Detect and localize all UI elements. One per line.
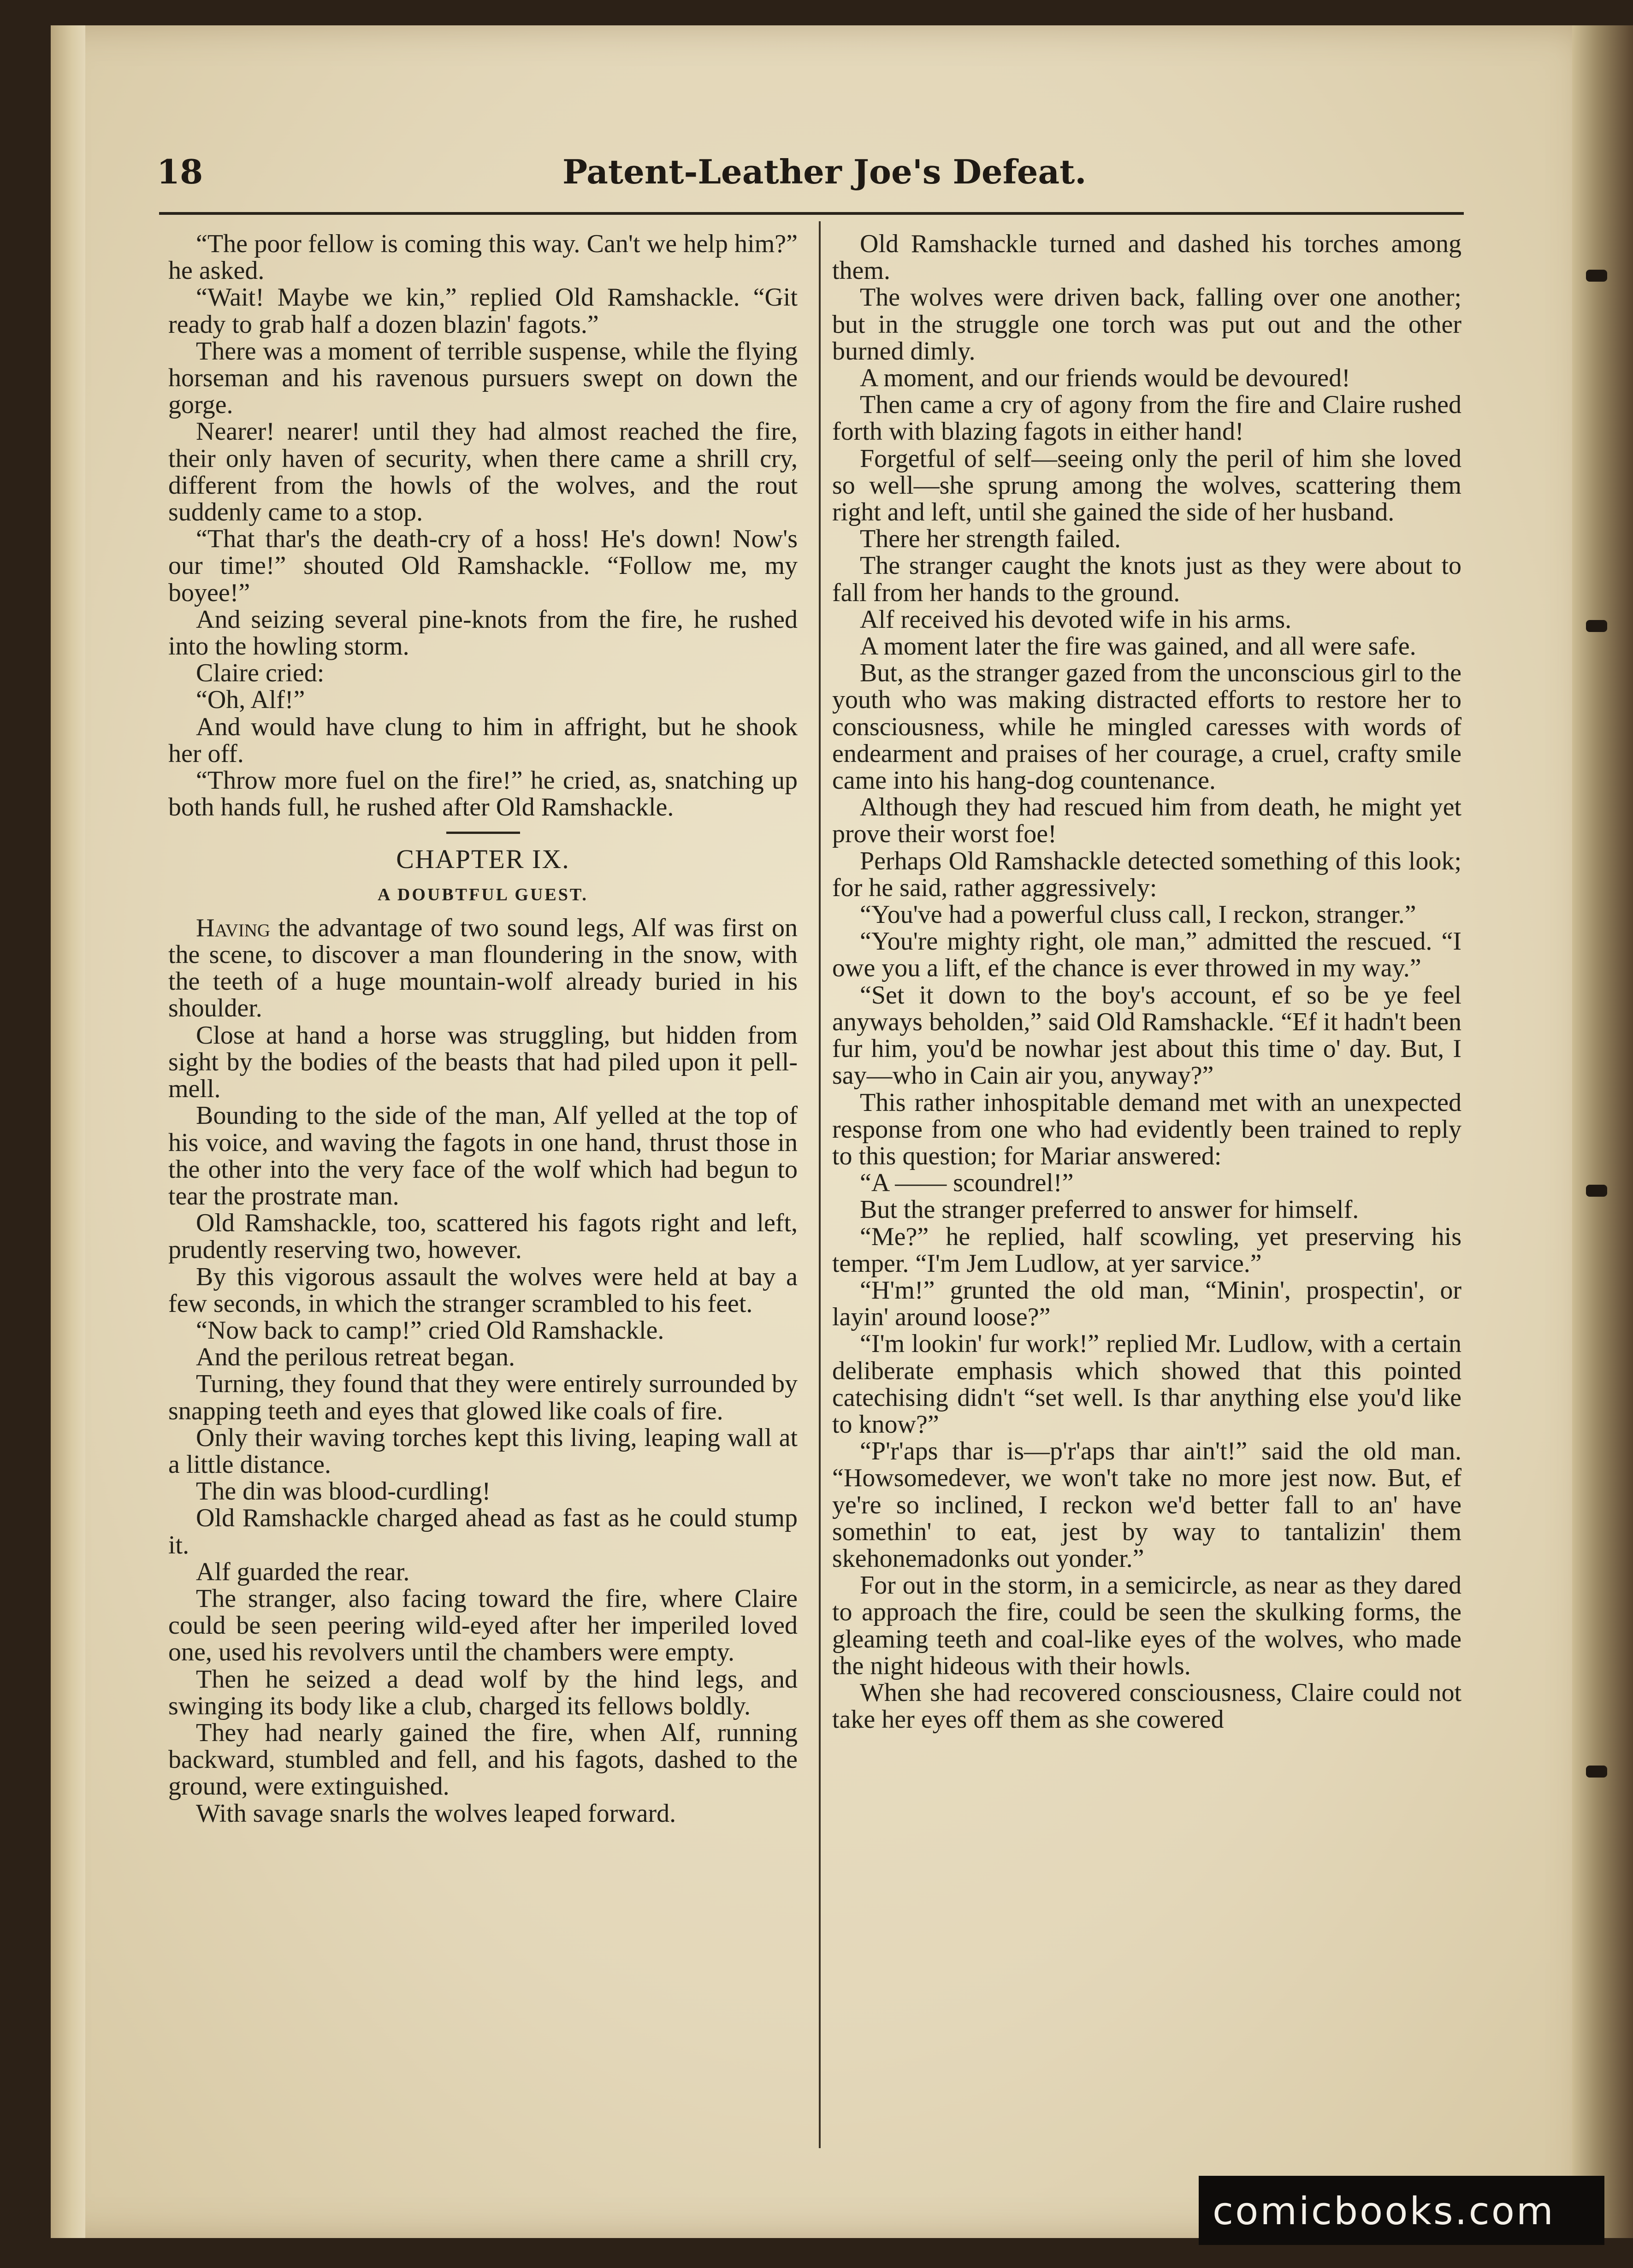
binding-stitch: [1586, 1766, 1607, 1778]
page-number: 18: [157, 152, 203, 191]
paragraph: The wolves were driven back, falling over one another; but in the struggle one torch was put out and the other burned dimly.: [832, 283, 1461, 366]
paragraph: The stranger caught the knots just as they were about to fall from her hands to the ground.: [832, 551, 1461, 607]
paragraph: Claire cried:: [196, 659, 325, 688]
right-column: [832, 230, 1461, 1733]
chapter-opening-paragraph: [168, 915, 798, 1022]
paragraph: Old Ramshackle charged ahead as fast as he could stump it.: [168, 1504, 798, 1559]
paragraph: By this vigorous assault the wolves were held at bay a few seconds, in which the stranger scrambled to his feet.: [168, 1262, 798, 1318]
paragraph: Old Ramshackle turned and dashed his torches among them.: [832, 230, 1461, 285]
watermark-text: comicbooks.com: [1213, 2190, 1555, 2233]
paragraph: Then came a cry of agony from the fire and Claire rushed forth with blazing fagots in either hand!: [832, 390, 1461, 446]
paragraph: “P'r'aps thar is—p'r'aps thar ain't!” said the old man. “Howsomedever, we won't take no more jest now. But, ef ye're so inclined, I reckon we'd better fall to an' have somethin' to eat, jest by way to tantalizin' them skehonemadonks out yonder.”: [832, 1437, 1461, 1573]
paragraph: “The poor fellow is coming this way. Can't we help him?” he asked.: [168, 230, 798, 285]
paragraph: Nearer! nearer! until they had almost reached the fire, their only haven of security, when there came a shrill cry, different from the howls of the wolves, and the rout suddenly came to a stop.: [168, 417, 798, 527]
paragraph: Then he seized a dead wolf by the hind legs, and swinging its body like a club, charged its fellows boldly.: [168, 1665, 798, 1720]
binding-stitch: [1586, 620, 1607, 632]
paragraph: Only their waving torches kept this living, leaping wall at a little distance.: [168, 1423, 798, 1479]
paragraph: This rather inhospitable demand met with an unexpected response from one who had evidently been trained to reply to this question; for Mariar answered:: [832, 1088, 1461, 1170]
paragraph: Old Ramshackle, too, scattered his fagots right and left, prudently reserving two, however.: [168, 1209, 798, 1264]
paragraph: “Now back to camp!” cried Old Ramshackle.: [196, 1316, 664, 1345]
paragraph: “H'm!” grunted the old man, “Minin', prospectin', or layin' around loose?”: [832, 1276, 1461, 1332]
opening-word: Having: [196, 913, 271, 942]
chapter-subheading: A DOUBTFUL GUEST.: [378, 885, 588, 904]
binding-stitch: [1586, 270, 1607, 282]
running-head: [157, 152, 1402, 198]
paragraph: Turning, they found that they were entirely surrounded by snapping teeth and eyes that glowed like coals of fire.: [168, 1370, 798, 1425]
paragraph: “I'm lookin' fur work!” replied Mr. Ludlow, with a certain deliberate emphasis which showed that this pointed catechising didn't “set well. Is thar anything else you'd like to know?”: [832, 1329, 1461, 1439]
binding-stitch: [1586, 1185, 1607, 1197]
paragraph: And seizing several pine-knots from the fire, he rushed into the howling storm.: [168, 605, 798, 661]
chapter-divider-rule: [446, 832, 520, 834]
paragraph: “A —— scoundrel!”: [860, 1169, 1074, 1198]
paragraph: The din was blood-curdling!: [196, 1477, 491, 1506]
header-rule: [159, 212, 1464, 215]
paragraph: Forgetful of self—seeing only the peril of him she loved so well—she sprung among the wolves, scattering them right and left, until she gained the side of her husband.: [832, 444, 1461, 527]
opening-text: the advantage of two sound legs, Alf was first on the scene, to discover a man floundering in the snow, with the teeth of a huge mountain-wolf already buried in his shoulder.: [168, 913, 798, 1023]
paragraph: “Throw more fuel on the fire!” he cried, as, snatching up both hands full, he rushed after Old Ramshackle.: [168, 766, 798, 822]
page-gutter-edge: [1572, 25, 1633, 2238]
left-column: [168, 230, 798, 1827]
page-spine-edge: [51, 25, 85, 2238]
watermark-badge: [1199, 2176, 1604, 2245]
paragraph: “You've had a powerful cluss call, I reckon, stranger.”: [860, 900, 1416, 929]
paragraph: They had nearly gained the fire, when Alf, running backward, stumbled and fell, and his fagots, dashed to the ground, were extinguished.: [168, 1718, 798, 1801]
running-title: Patent-Leather Joe's Defeat.: [562, 152, 1087, 191]
paragraph: Bounding to the side of the man, Alf yelled at the top of his voice, and waving the fagots in one hand, thrust those in the other into the very face of the wolf which had begun to tear the prostrate man.: [168, 1101, 798, 1211]
paragraph: Although they had rescued him from death, he might yet prove their worst foe!: [832, 793, 1461, 849]
paragraph: For out in the storm, in a semicircle, as near as they dared to approach the fire, could be seen the skulking forms, the gleaming teeth and coal-like eyes of the wolves, who made the night hideous with their howls.: [832, 1571, 1461, 1680]
paragraph: “Oh, Alf!”: [196, 685, 305, 715]
column-divider: [819, 221, 821, 2148]
paragraph: But, as the stranger gazed from the unconscious girl to the youth who was making distracted efforts to restore her to consciousness, while he mingled caresses with words of endearment and praises of her courage, a cruel, crafty smile came into his hang-dog countenance.: [832, 659, 1461, 795]
paragraph: “That thar's the death-cry of a hoss! He's down! Now's our time!” shouted Old Ramshackle. “Follow me, my boyee!”: [168, 525, 798, 607]
paragraph: “Wait! Maybe we kin,” replied Old Ramshackle. “Git ready to grab half a dozen blazin' fagots.”: [168, 283, 798, 339]
paragraph: Alf received his devoted wife in his arms.: [860, 605, 1292, 634]
paragraph: “Me?” he replied, half scowling, yet preserving his temper. “I'm Jem Ludlow, at yer sarvice.”: [832, 1222, 1461, 1278]
paragraph: But the stranger preferred to answer for himself.: [860, 1195, 1359, 1224]
paragraph: A moment later the fire was gained, and all were safe.: [860, 632, 1416, 661]
paragraph: There her strength failed.: [860, 525, 1121, 554]
paragraph: And the perilous retreat began.: [196, 1343, 515, 1372]
paragraph: There was a moment of terrible suspense, while the flying horseman and his ravenous pursuers swept on down the gorge.: [168, 337, 798, 419]
paragraph: Perhaps Old Ramshackle detected something of this look; for he said, rather aggressively:: [832, 846, 1461, 902]
chapter-heading: CHAPTER IX.: [396, 844, 570, 874]
paragraph: The stranger, also facing toward the fire, where Claire could be seen peering wild-eyed after her imperiled loved one, used his revolvers until the chambers were empty.: [168, 1584, 798, 1667]
paragraph: Close at hand a horse was struggling, but hidden from sight by the bodies of the beasts that had piled upon it pell-mell.: [168, 1021, 798, 1104]
paragraph: With savage snarls the wolves leaped forward.: [196, 1799, 676, 1828]
paragraph: Alf guarded the rear.: [196, 1557, 410, 1586]
paragraph: “You're mighty right, ole man,” admitted the rescued. “I owe you a lift, ef the chance is ever throwed in my way.”: [832, 927, 1461, 983]
paragraph: And would have clung to him in affright, but he shook her off.: [168, 712, 798, 768]
paragraph: When she had recovered consciousness, Claire could not take her eyes off them as she cowered: [832, 1678, 1461, 1734]
paragraph: A moment, and our friends would be devoured!: [860, 364, 1350, 393]
paragraph: “Set it down to the boy's account, ef so be ye feel anyways beholden,” said Old Ramshackle. “Ef it hadn't been fur him, you'd be nowhar jest about this time o' day. But, I say—who in Cain air you, anyway?”: [832, 980, 1461, 1090]
